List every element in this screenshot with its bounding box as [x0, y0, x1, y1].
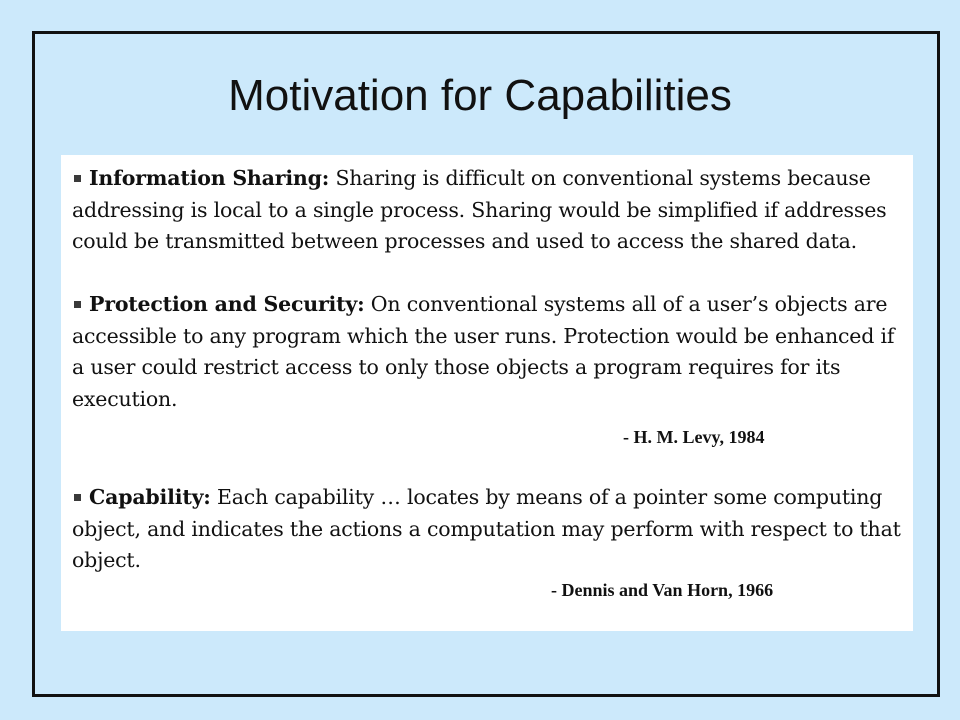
- text-information-sharing: Sharing is difficult on conventional systems because addressing is local to a single process. Sharing would be simplified if addresses could be transmitted between processes and used to access the shared data.: [72, 166, 887, 253]
- square-bullet-icon: [74, 175, 81, 182]
- attribution-levy: - H. M. Levy, 1984: [623, 427, 765, 447]
- bullet-information-sharing: [72, 163, 902, 258]
- term-information-sharing: Information Sharing:: [89, 166, 330, 190]
- text-capability: Each capability … locates by means of a pointer some computing object, and indicates the actions a computation may perform with respect to that object.: [72, 485, 901, 572]
- slide-title: Motivation for Capabilities: [228, 71, 732, 120]
- square-bullet-icon: [74, 494, 81, 501]
- square-bullet-icon: [74, 301, 81, 308]
- bullet-capability: [72, 482, 902, 577]
- bullet-protection-security: [72, 289, 902, 415]
- term-capability: Capability:: [89, 485, 211, 509]
- text-protection-security: On conventional systems all of a user’s objects are accessible to any program which the user runs. Protection would be enhanced if a user could restrict access to only those objects a program requires for its execution.: [72, 292, 895, 411]
- content-box: [61, 155, 913, 631]
- term-protection-security: Protection and Security:: [89, 292, 365, 316]
- attribution-dennis-van-horn: - Dennis and Van Horn, 1966: [551, 580, 774, 600]
